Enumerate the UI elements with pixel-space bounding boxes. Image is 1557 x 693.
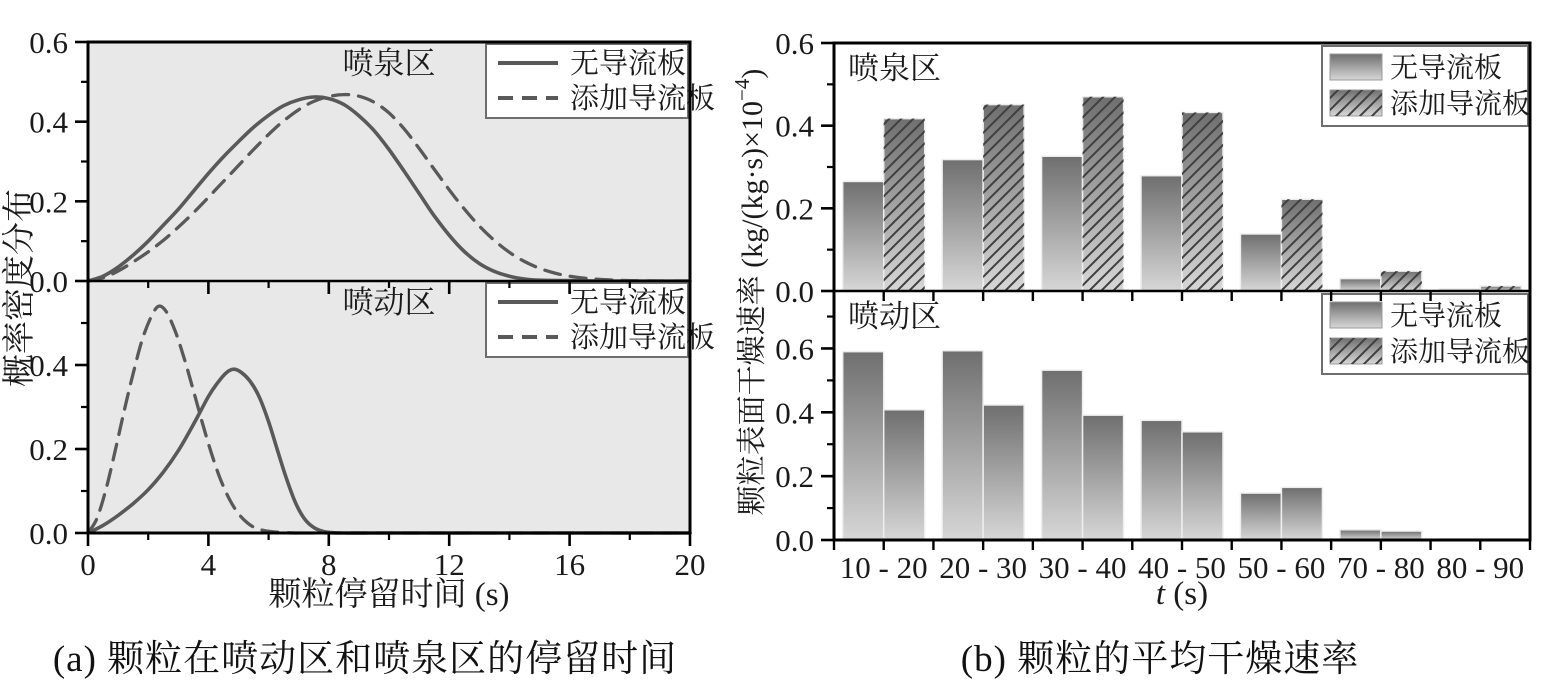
y-tick-label: 0.0: [775, 274, 814, 309]
bar-no-baffle: [1340, 530, 1381, 540]
y-tick-label: 0.6: [775, 26, 814, 61]
bar-no-baffle: [1240, 234, 1281, 291]
y-tick-label: 0.4: [775, 108, 814, 144]
drying-rate-chart: [730, 26, 1530, 612]
bar-hatch-overlay: [1182, 112, 1223, 291]
x-tick-label: 16: [554, 547, 586, 582]
x-axis-title-italic-t: t: [1155, 576, 1166, 612]
category-label: 10 - 20: [839, 550, 928, 585]
bar-no-baffle: [843, 181, 884, 291]
region-label-1: 喷动区: [342, 285, 436, 320]
y-tick-label: 0.4: [29, 104, 68, 140]
y-tick-label: 0.6: [775, 331, 814, 367]
bar-no-baffle: [843, 352, 884, 540]
region-label-0: 喷泉区: [342, 46, 436, 81]
bar-no-baffle: [1042, 370, 1083, 540]
caption-b: (b) 颗粒的平均干燥速率: [960, 639, 1360, 680]
category-label: 30 - 40: [1038, 550, 1127, 585]
bar-hatch-overlay: [1281, 199, 1322, 291]
region-label-right-0: 喷泉区: [848, 51, 941, 86]
bar-hatch-overlay: [884, 119, 925, 291]
bar-no-baffle: [942, 160, 983, 291]
legend-label: 添加导流板: [1390, 337, 1531, 368]
bar-hatch-overlay: [983, 105, 1024, 291]
y-tick-label: 0.0: [29, 264, 68, 299]
legend-label: 添加导流板: [570, 83, 716, 115]
y-tick-label: 0.2: [775, 459, 814, 495]
category-label: 70 - 80: [1336, 550, 1425, 585]
legend-label: 无导流板: [1390, 53, 1503, 84]
bar-no-baffle: [1042, 156, 1083, 291]
legend-label: 无导流板: [1390, 301, 1503, 332]
bar-hatch-overlay: [1381, 271, 1422, 291]
bar-no-baffle: [1340, 279, 1381, 291]
legend-label: 添加导流板: [1390, 89, 1531, 120]
y-axis-title-right: [730, 69, 769, 516]
category-label: 50 - 60: [1237, 550, 1326, 585]
bar-with-baffle: [884, 410, 925, 540]
bar-no-baffle: [1240, 493, 1281, 540]
x-tick-label: 0: [80, 547, 96, 582]
region-label-right-1: 喷动区: [848, 299, 941, 334]
bar-no-baffle: [1141, 176, 1182, 291]
legend-label: 无导流板: [570, 48, 687, 80]
y-tick-label: 0.6: [29, 25, 68, 60]
x-tick-label: 4: [200, 547, 217, 582]
y-tick-label: 0.4: [29, 348, 68, 383]
legend-swatch-plain: [1330, 54, 1382, 80]
y-tick-label: 0.0: [29, 516, 68, 551]
legend-swatch-hatch-overlay: [1330, 90, 1382, 116]
y-tick-label: 0.2: [29, 432, 68, 467]
legend-swatch-plain: [1330, 302, 1382, 328]
legend-swatch-hatch-overlay: [1330, 338, 1382, 364]
y-tick-label: 0.2: [29, 184, 68, 220]
bar-with-baffle: [1083, 415, 1124, 540]
bar-no-baffle: [942, 351, 983, 540]
legend-label: 无导流板: [570, 287, 687, 319]
category-label: 40 - 50: [1138, 550, 1226, 585]
caption-a: (a) 颗粒在喷动区和喷泉区的停留时间: [52, 639, 678, 680]
bar-hatch-overlay: [1083, 97, 1124, 291]
category-label: 20 - 30: [939, 550, 1028, 585]
bar-no-baffle: [1141, 420, 1182, 540]
bar-with-baffle: [1182, 432, 1223, 540]
y-tick-label: 0.4: [775, 395, 814, 431]
x-axis-title-left: 颗粒停留时间 (s): [268, 577, 510, 613]
x-tick-label: 20: [674, 547, 706, 582]
bar-with-baffle: [1281, 487, 1322, 540]
y-tick-label: 0.0: [775, 523, 814, 558]
y-axis-title-close-paren: ): [736, 68, 769, 79]
category-label: 80 - 90: [1436, 550, 1525, 585]
y-axis-title-superscript: −4: [730, 78, 754, 101]
y-tick-label: 0.2: [775, 191, 814, 227]
legend-label: 添加导流板: [570, 322, 716, 354]
y-axis-title-main: 颗粒表面干燥速率 (kg/(kg·s)×10: [736, 100, 769, 516]
x-axis-title-right: [1156, 576, 1208, 612]
x-tick-label: 12: [433, 547, 465, 582]
y-axis-title-left: 概率密度分布: [2, 189, 38, 387]
bar-with-baffle: [983, 405, 1024, 540]
x-tick-label: 8: [321, 547, 337, 582]
x-axis-title-units: (s): [1165, 576, 1209, 612]
residence-time-chart: [1, 25, 715, 613]
